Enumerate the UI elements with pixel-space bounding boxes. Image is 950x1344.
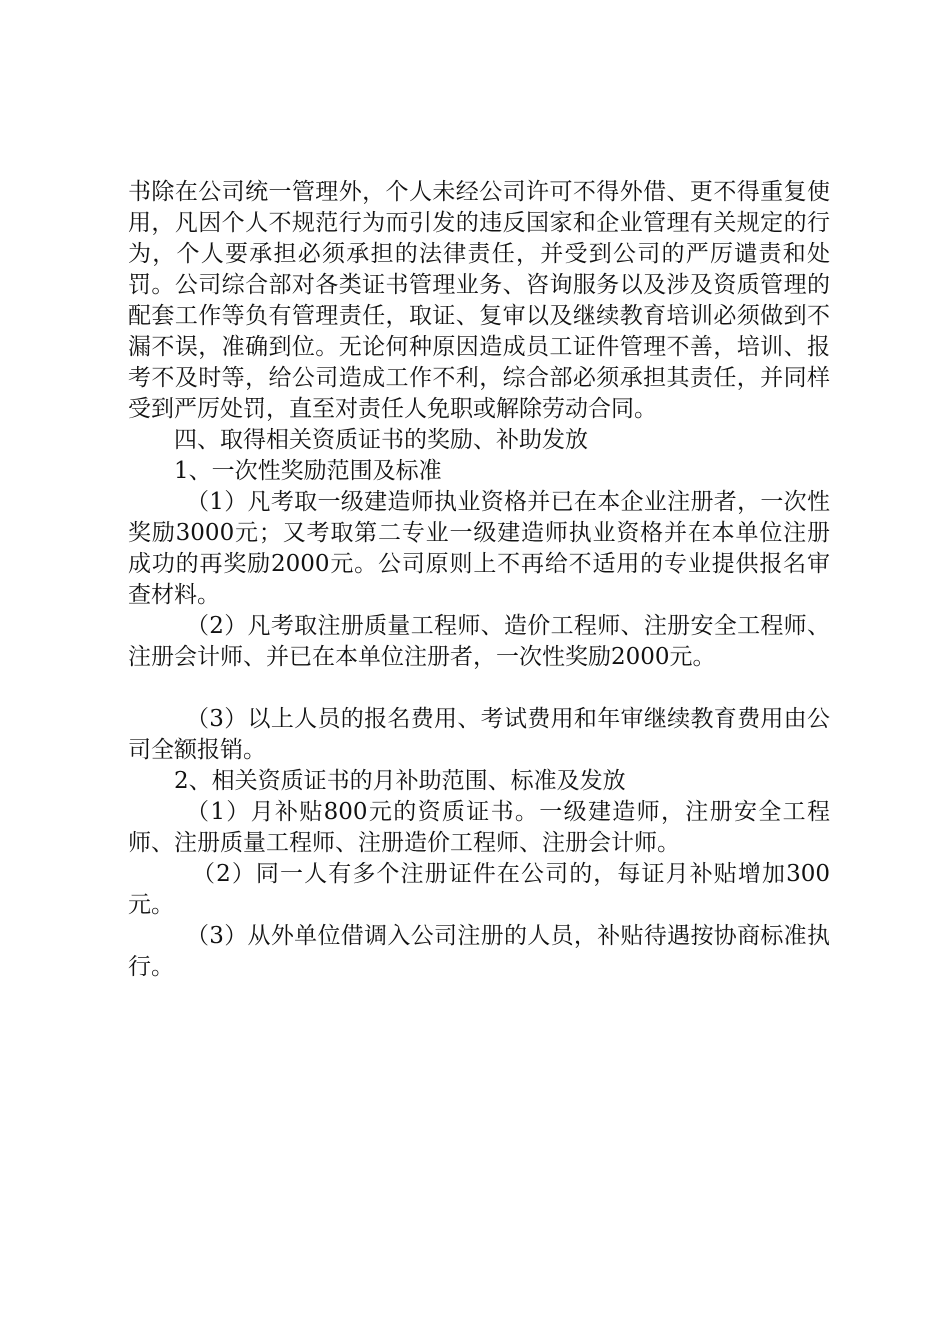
paragraph-reward-item-3: （3）以上人员的报名费用、考试费用和年审继续教育费用由公司全额报销。	[128, 706, 830, 763]
section-heading-rewards: 四、取得相关资质证书的奖励、补助发放	[174, 427, 588, 453]
subsection-heading-monthly-subsidy: 2、相关资质证书的月补助范围、标准及发放	[174, 768, 626, 794]
paragraph-reward-item-1: （1）凡考取一级建造师执业资格并已在本企业注册者，一次性奖励3000元；又考取第二专业一级建造师执业资格并在本单位注册成功的再奖励2000元。公司原则上不再给不适用的专业提供报名审查材料。	[128, 489, 830, 608]
paragraph-subsidy-item-3: （3）从外单位借调入公司注册的人员，补贴待遇按协商标准执行。	[128, 923, 830, 980]
paragraph-certificate-management: 书除在公司统一管理外，个人未经公司许可不得外借、更不得重复使用，凡因个人不规范行为而引发的违反国家和企业管理有关规定的行为，个人要承担必须承担的法律责任，并受到公司的严厉谴责和处罚。公司综合部对各类证书管理业务、咨询服务以及涉及资质管理的配套工作等负有管理责任，取证、复审以及继续教育培训必须做到不漏不误，准确到位。无论何种原因造成员工证件管理不善，培训、报考不及时等，给公司造成工作不利，综合部必须承担其责任，并同样受到严厉处罚，直至对责任人免职或解除劳动合同。	[128, 179, 830, 422]
subsection-heading-one-time-reward: 1、一次性奖励范围及标准	[174, 458, 442, 484]
paragraph-subsidy-item-2: （2）同一人有多个注册证件在公司的，每证月补贴增加300元。	[128, 861, 830, 918]
paragraph-reward-item-2: （2）凡考取注册质量工程师、造价工程师、注册安全工程师、注册会计师、并已在本单位注册者，一次性奖励2000元。	[128, 613, 830, 670]
document-body	[128, 177, 830, 983]
paragraph-subsidy-item-1: （1）月补贴800元的资质证书。一级建造师，注册安全工程师、注册质量工程师、注册造价工程师、注册会计师。	[128, 799, 830, 856]
